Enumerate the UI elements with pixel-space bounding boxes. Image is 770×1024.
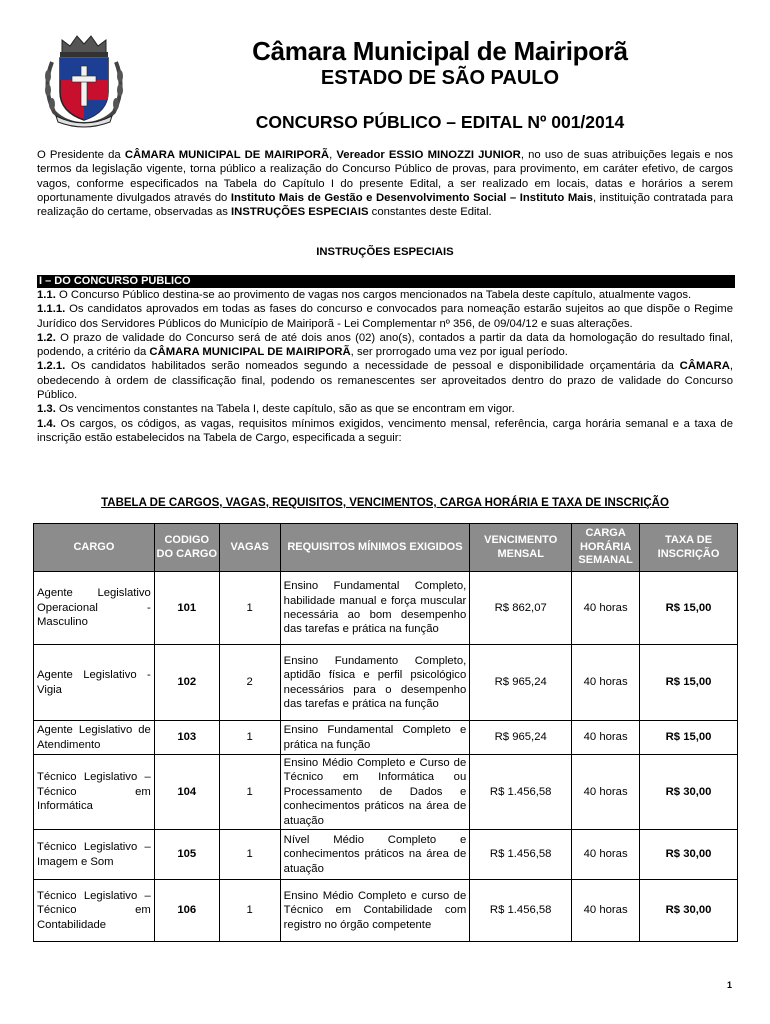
- item-1-1-1: 1.1.1. Os candidatos aprovados em todas as fases do concurso e convocados para nomeação estarão sujeitos ao que dispõe o Regime Jurídico dos Servidores Públicos do Município de Mairiporã - Lei Complementar nº 356, de 09/04/12 e suas alterações.: [37, 303, 733, 330]
- state-subtitle: ESTADO DE SÃO PAULO: [320, 67, 560, 89]
- cell-codigo: 102: [154, 645, 219, 721]
- cell-vencimento: R$ 1.456,58: [470, 755, 572, 830]
- header-taxa: TAXA DE INSCRIÇÃO: [640, 524, 738, 572]
- cell-carga: 40 horas: [572, 830, 640, 880]
- item-1-4: 1.4. Os cargos, os códigos, as vagas, requisitos mínimos exigidos, vencimento mensal, referência, carga horária semanal e a taxa de inscrição estão estabelecidos na Tabela de Cargo, especificada a seguir:: [37, 417, 733, 444]
- cell-vencimento: R$ 965,24: [470, 645, 572, 721]
- header-carga: CARGA HORÁRIA SEMANAL: [572, 524, 640, 572]
- cell-taxa: R$ 15,00: [640, 721, 738, 755]
- table-title: TABELA DE CARGOS, VAGAS, REQUISITOS, VENCIMENTOS, CARGA HORÁRIA E TAXA DE INSCRIÇÃO: [101, 497, 669, 509]
- cell-requisitos: Ensino Médio Completo e curso de Técnico em Contabilidade com registro no órgão competente: [280, 880, 470, 942]
- section-body: [37, 288, 733, 445]
- section-title: I – DO CONCURSO PÚBLICO: [37, 275, 735, 288]
- cell-requisitos: Ensino Fundamento Completo, aptidão física e perfil psicológico necessários para o desempenho das tarefas e prática na função: [280, 645, 470, 721]
- cell-vagas: 1: [219, 880, 280, 942]
- cell-cargo: Técnico Legislativo – Imagem e Som: [34, 830, 155, 880]
- header-codigo: CODIGO DO CARGO: [154, 524, 219, 572]
- cargos-table: [33, 523, 738, 942]
- cell-taxa: R$ 30,00: [640, 755, 738, 830]
- cell-taxa: R$ 30,00: [640, 880, 738, 942]
- cell-requisitos: Ensino Médio Completo e Curso de Técnico em Informática ou Processamento de Dados e conhecimentos práticos na área de atuação: [280, 755, 470, 830]
- cell-carga: 40 horas: [572, 572, 640, 645]
- page-number: 1: [727, 980, 733, 990]
- cell-requisitos: Ensino Fundamental Completo, habilidade manual e força muscular necessária ao bom desempenho das tarefas e prática na função: [280, 572, 470, 645]
- cell-vencimento: R$ 862,07: [470, 572, 572, 645]
- cell-cargo: Agente Legislativo Operacional - Masculino: [34, 572, 155, 645]
- cell-cargo: Agente Legislativo de Atendimento: [34, 721, 155, 755]
- cell-requisitos: Ensino Fundamental Completo e prática na função: [280, 721, 470, 755]
- cell-carga: 40 horas: [572, 721, 640, 755]
- header-requisitos: REQUISITOS MÍNIMOS EXIGIDOS: [280, 524, 470, 572]
- cell-codigo: 105: [154, 830, 219, 880]
- cell-codigo: 101: [154, 572, 219, 645]
- cell-taxa: R$ 30,00: [640, 830, 738, 880]
- cell-vagas: 1: [219, 755, 280, 830]
- cell-carga: 40 horas: [572, 645, 640, 721]
- item-1-2-1: 1.2.1. Os candidatos habilitados serão nomeados segundo a necessidade de pessoal e disponibilidade orçamentária da CÂMARA, obedecendo à ordem de classificação final, podendo os remanescentes ser aproveitados dentro do prazo de validade do Concurso Público.: [37, 360, 733, 402]
- cell-codigo: 103: [154, 721, 219, 755]
- cell-vencimento: R$ 965,24: [470, 721, 572, 755]
- table-row: [34, 755, 738, 830]
- cell-requisitos: Nível Médio Completo e conhecimentos práticos na área de atuação: [280, 830, 470, 880]
- cell-cargo: Agente Legislativo - Vigia: [34, 645, 155, 721]
- coat-of-arms-icon: [38, 32, 130, 128]
- table-row: [34, 830, 738, 880]
- header-vencimento: VENCIMENTO MENSAL: [470, 524, 572, 572]
- header-cargo: CARGO: [34, 524, 155, 572]
- item-1-3: 1.3. Os vencimentos constantes na Tabela I, deste capítulo, são as que se encontram em vigor.: [37, 403, 515, 416]
- cell-cargo: Técnico Legislativo – Técnico em Contabilidade: [34, 880, 155, 942]
- page-title: Câmara Municipal de Mairiporã: [252, 36, 628, 66]
- cell-codigo: 104: [154, 755, 219, 830]
- cell-vencimento: R$ 1.456,58: [470, 880, 572, 942]
- intro-paragraph: O Presidente da CÂMARA MUNICIPAL DE MAIRIPORÃ, Vereador ESSIO MINOZZI JUNIOR, no uso de suas atribuições legais e nos termos da legislação vigente, torna público a realização do Concurso Público de provas, para provimento, em caráter efetivo, de cargos vagos, conforme especificados na Tabela do Capítulo I do presente Edital, a ser realizado em locais, datas e horários a serem oportunamente divulgados através do Instituto Mais de Gestão e Desenvolvimento Social – Instituto Mais, instituição contratada para realização do certame, observadas as INSTRUÇÕES ESPECIAIS constantes deste Edital.: [37, 149, 734, 219]
- table-row: [34, 645, 738, 721]
- table-row: [34, 721, 738, 755]
- cell-carga: 40 horas: [572, 880, 640, 942]
- cell-vagas: 1: [219, 572, 280, 645]
- table-row: [34, 572, 738, 645]
- cell-vagas: 1: [219, 830, 280, 880]
- cell-codigo: 106: [154, 880, 219, 942]
- header-vagas: VAGAS: [219, 524, 280, 572]
- instructions-heading: INSTRUÇÕES ESPECIAIS: [316, 246, 454, 258]
- cell-cargo: Técnico Legislativo – Técnico em Informática: [34, 755, 155, 830]
- item-1-2: 1.2. O prazo de validade do Concurso será de até dois anos (02) ano(s), contados a partir da data da homologação do resultado final, podendo, a critério da CÂMARA MUNICIPAL DE MAIRIPORÃ, ser prorrogado uma vez por igual período.: [37, 331, 733, 359]
- cell-vencimento: R$ 1.456,58: [470, 830, 572, 880]
- cell-taxa: R$ 15,00: [640, 645, 738, 721]
- table-row: [34, 880, 738, 942]
- cell-carga: 40 horas: [572, 755, 640, 830]
- edital-heading: CONCURSO PÚBLICO – EDITAL Nº 001/2014: [255, 112, 625, 132]
- item-1-1: 1.1. O Concurso Público destina-se ao provimento de vagas nos cargos mencionados na Tabela deste capítulo, atualmente vagos.: [37, 289, 692, 301]
- cell-taxa: R$ 15,00: [640, 572, 738, 645]
- cell-vagas: 2: [219, 645, 280, 721]
- cell-vagas: 1: [219, 721, 280, 755]
